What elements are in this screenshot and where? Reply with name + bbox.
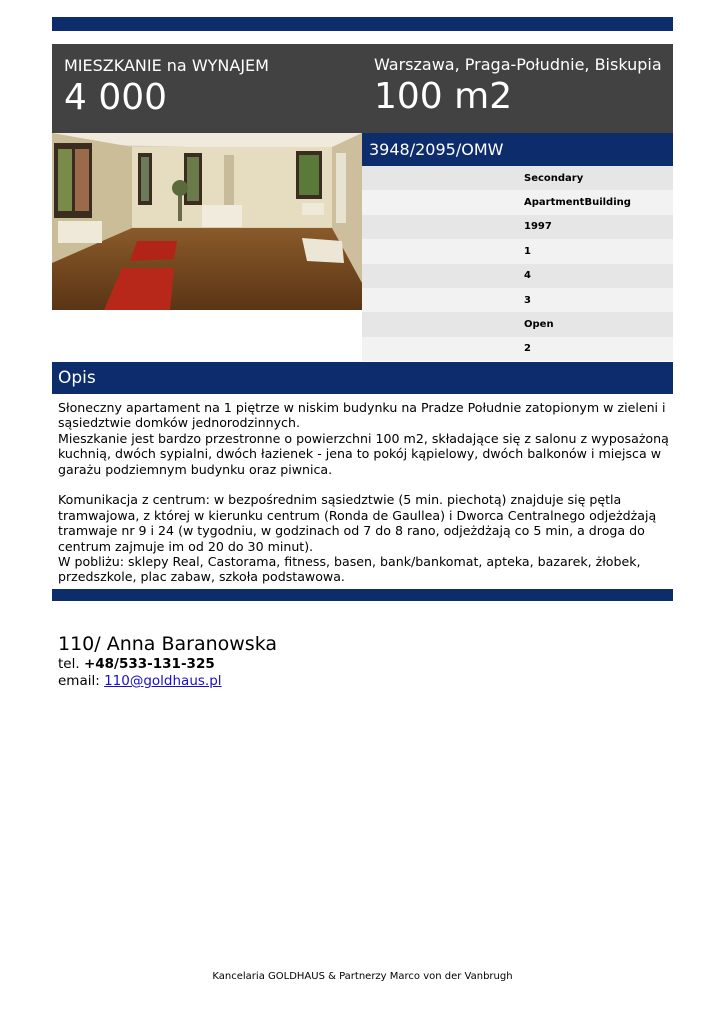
listing-area: 100 m2: [374, 76, 513, 117]
detail-row-floor: [362, 239, 673, 263]
bottom-accent-bar: [52, 589, 673, 601]
detail-row-bathrooms: [362, 337, 673, 361]
email-line: [58, 673, 277, 690]
detail-value: 1: [524, 245, 531, 257]
agent-name: 110/ Anna Baranowska: [58, 633, 278, 655]
detail-value: Secondary: [524, 172, 584, 184]
listing-location: Warszawa, Praga-Południe, Biskupia: [374, 55, 662, 74]
detail-row-market: [362, 166, 673, 190]
description-text: Słoneczny apartament na 1 piętrze w niskim budynku na Pradze Południe zatopionym w zieleni i sąsiedztwie domków jednorodzinnych. Mieszkanie jest bardzo przestronne o powierzchni 100 m2, składające się z salonu z wyposażoną kuchnią, dwóch sypialni, dwóch łazienek - jena to pokój kąpielowy, dwóch balkonów i miejsca w garażu podziemnym budynku oraz piwnica. Komunikacja z centrum: w bezpośrednim sąsiedztwie (5 min. piechotą) znajduje się pętla tramwajowa, z której w kierunku centrum (Ronda de Gaullea) i Dworca Centralnego odjeżdżają tramwaje nr 9 i 24 (w tygodniu, w godzinach od 7 do 8 rano, odjeżdżają co 5 min, a droga do centrum zajmuje im od 20 do 30 minut). W pobliżu: sklepy Real, Castorama, fitness, basen, bank/bankomat, apteka, bazarek, żłobek, przedszkole, plac zabaw, szkoła podstawowa.: [58, 400, 669, 585]
listing-header: [52, 44, 673, 133]
detail-row-building-floors: [362, 264, 673, 288]
email-link[interactable]: 110@goldhaus.pl: [104, 673, 222, 689]
footer-text: Kancelaria GOLDHAUS & Partnerzy Marco von der Vanbrugh: [212, 971, 513, 982]
email-label: email:: [58, 673, 100, 689]
detail-row-building-type: [362, 190, 673, 214]
detail-row-rooms: [362, 288, 673, 312]
top-accent-bar: [52, 17, 673, 31]
detail-row-year: [362, 215, 673, 239]
phone-label: tel.: [58, 656, 80, 672]
detail-value: ApartmentBuilding: [524, 197, 631, 209]
listing-price: 4 000: [64, 77, 168, 118]
description-heading: Opis: [52, 362, 673, 394]
apartment-photo: [52, 133, 362, 310]
phone-number: +48/533-131-325: [83, 656, 215, 672]
detail-value: 1997: [524, 221, 552, 233]
contact-block: [58, 632, 277, 690]
listing-type: MIESZKANIE na WYNAJEM: [64, 56, 269, 75]
detail-value: 3: [524, 294, 531, 306]
header-right: [374, 55, 662, 119]
details-table: [362, 166, 673, 361]
header-left: [64, 56, 269, 120]
reference-number: 3948/2095/OMW: [362, 133, 673, 166]
detail-value: 2: [524, 343, 531, 355]
detail-value: Open: [524, 319, 554, 331]
phone-line: [58, 656, 277, 673]
detail-value: 4: [524, 270, 531, 282]
detail-row-kitchen: [362, 312, 673, 336]
